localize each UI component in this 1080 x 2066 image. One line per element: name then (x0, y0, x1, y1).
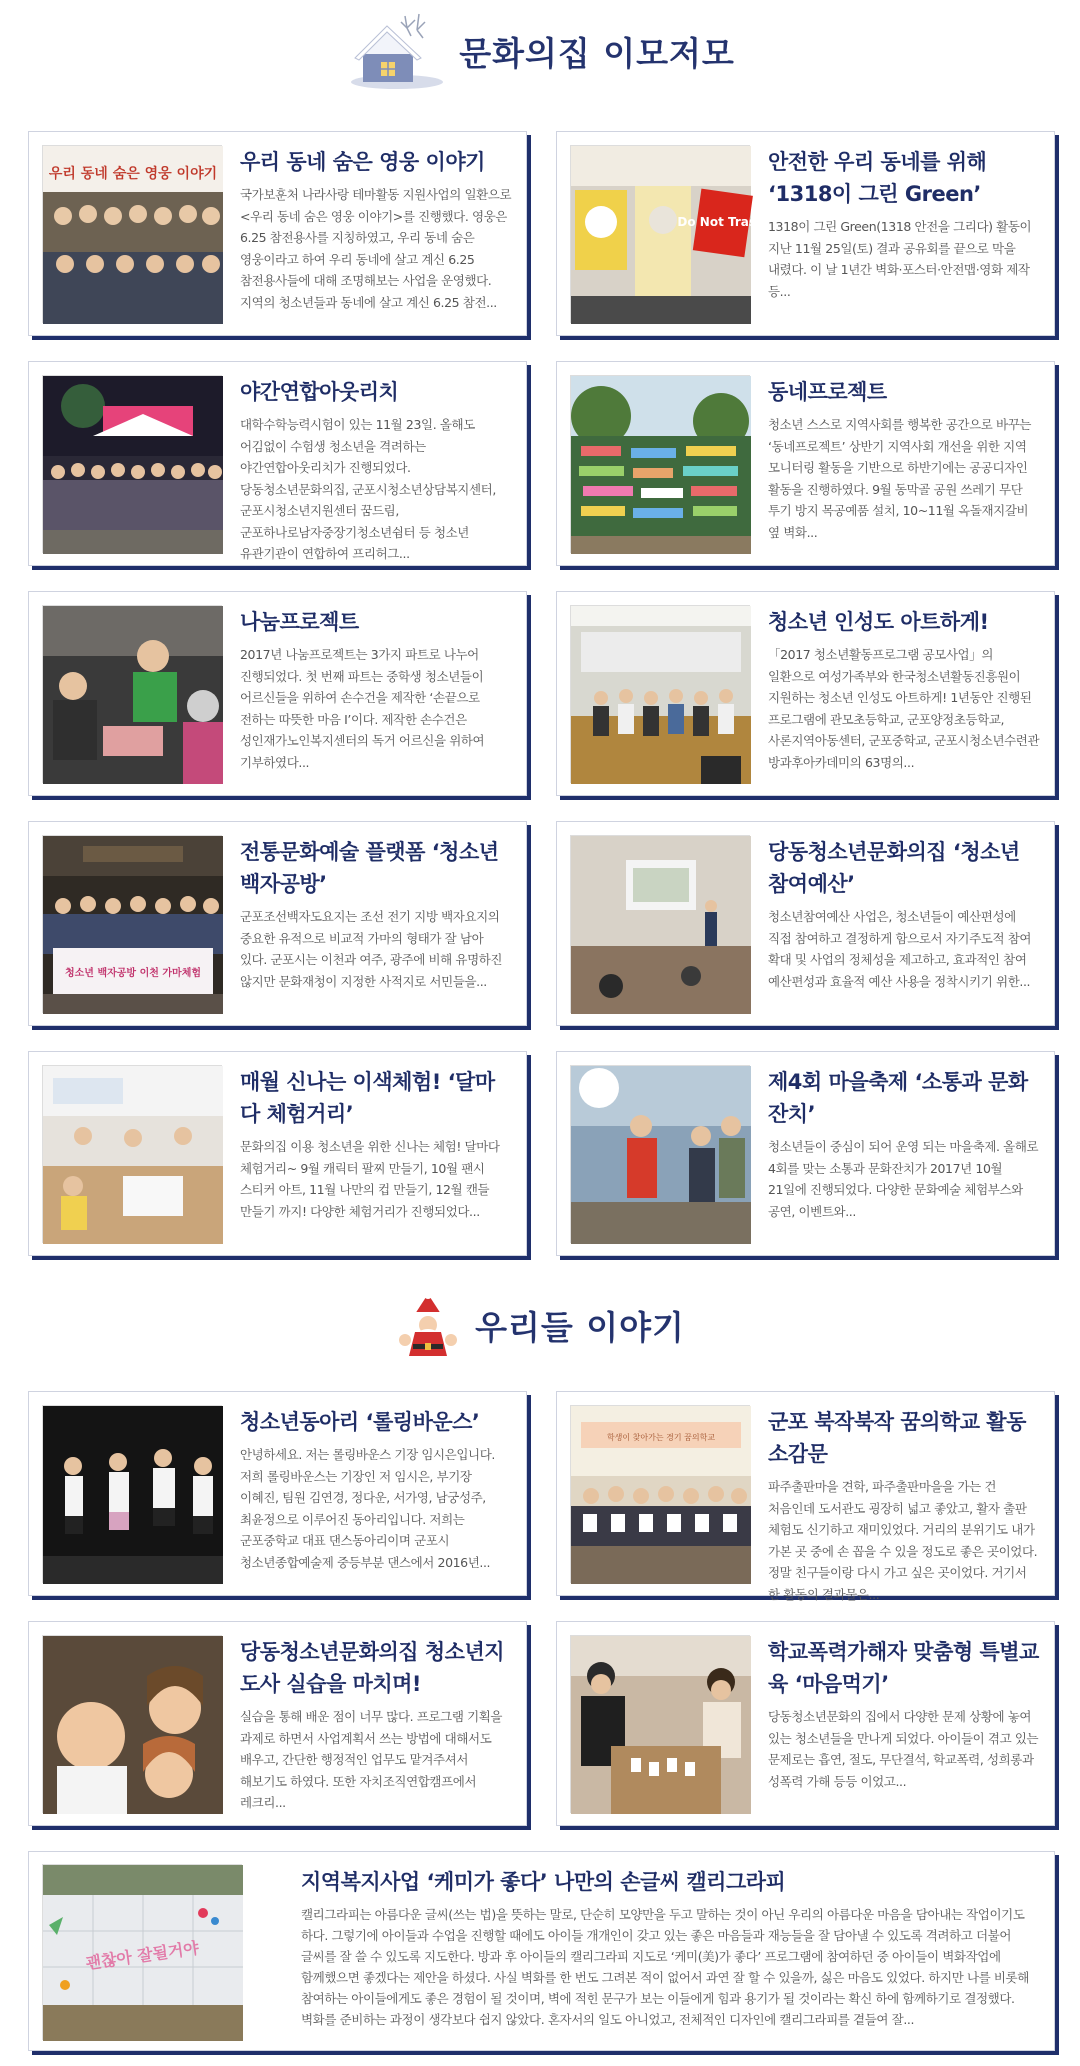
article-photo (570, 1065, 750, 1243)
snowy-house-icon (345, 12, 445, 90)
article-card[interactable] (556, 591, 1055, 796)
article-summary: 청소년들이 중심이 되어 운영 되는 마을축제. 올해로 4회를 맞는 소통과 문화잔치가 2017년 10월 21일에 진행되었다. 다양한 문화예술 체험부스와 공연, 이벤트와... (768, 1139, 1039, 1219)
article-photo (570, 605, 750, 783)
article-title[interactable]: 나눔프로젝트 (240, 610, 359, 634)
article-card[interactable] (556, 821, 1055, 1026)
article-card[interactable] (556, 1051, 1055, 1256)
section-heading: 우리들 이야기 (475, 1307, 685, 1347)
article-card[interactable] (28, 1391, 527, 1596)
article-title[interactable]: 청소년 인성도 아트하게! (768, 610, 989, 634)
article-summary: 국가보훈처 나라사랑 테마활동 지원사업의 일환으로 <우리 동네 숨은 영웅 이야기>를 진행했다. 영웅은 6.25 참전용사를 지칭하였고, 우리 동네 숨은 영웅이라고 하여 우리 동네에 살고 계신 6.25 참전용사들에 대해 조명해보는 사업을 운영했다. 지역의 청소년들과 동네에 살고 계신 6.25 참전... (240, 187, 512, 310)
article-card[interactable] (28, 1621, 527, 1826)
article-summary: 청소년 스스로 지역사회를 행복한 공간으로 바꾸는 ‘동네프로젝트’ 상반기 지역사회 개선을 위한 지역 모니터링 활동을 기반으로 하반기에는 공공디자인 활동을 진행하였다. 9월 동막골 공원 쓰레기 무단 투기 방지 목공예품 설치, 10~11월 옥돌재지갈비 옆 벽화... (768, 417, 1032, 540)
article-title[interactable]: 군포 북작북작 꿈의학교 활동소감문 (768, 1410, 1026, 1466)
article-title[interactable]: 매월 신나는 이색체험! ‘달마다 체험거리’ (240, 1070, 495, 1126)
article-card[interactable] (28, 131, 527, 336)
article-summary: 파주출판마을 견학, 파주출판마을을 가는 건 처음인데 도서관도 굉장히 넓고 좋았고, 활자 출판 체험도 신기하고 재미있었다. 거리의 분위기도 내가 가본 곳 중에 손 꼽을 수 있을 정도로 좋은 곳이었다. 정말 친구들이랑 다시 가고 싶은 곳이었다. 거기서 한 활동의 결과물은... (768, 1479, 1038, 1602)
article-summary: 당동청소년문화의 집에서 다양한 문제 상황에 놓여 있는 청소년들을 만나게 되었다. 아이들이 겪고 있는 문제로는 흡연, 절도, 무단결석, 학교폭력, 성희롱과 성폭력 가해 등등 이었고... (768, 1709, 1039, 1789)
article-card[interactable] (556, 1391, 1055, 1602)
article-summary: 「2017 청소년활동프로그램 공모사업」의 일환으로 여성가족부와 한국청소년활동진흥원이 지원하는 청소년 인성도 아트하게! 1년동안 진행된 프로그램에 관모초등학교, 군포양정초등학교, 사론지역아동센터, 군포중학교, 군포시청소년수련관 방과후아카데미의 63명의... (768, 647, 1040, 770)
article-photo (570, 375, 750, 553)
article-summary: 문화의집 이용 청소년을 위한 신나는 체험! 달마다 체험거리~ 9월 캐릭터 팔찌 만들기, 10월 팬시 스티커 아트, 11월 나만의 컵 만들기, 12월 캔들 만들기 까지! 다양한 체험거리가 진행되었다... (240, 1139, 500, 1219)
article-title[interactable]: 당동청소년문화의집 청소년지도사 실습을 마치며! (240, 1640, 505, 1696)
article-photo (570, 145, 765, 323)
santa-icon (395, 1292, 461, 1358)
article-photo (42, 1864, 242, 2040)
article-title[interactable]: 동네프로젝트 (768, 380, 887, 404)
article-photo (42, 1065, 222, 1243)
article-summary: 안녕하세요. 저는 롤링바운스 기장 임시은입니다. 저희 롤링바운스는 기장인 저 임시은, 부기장 이혜진, 팀원 김연경, 정다운, 서가영, 남궁성주, 최윤정으로 이루어진 동아리입니다. 저희는 군포중학교 대표 댄스동아리이며 군포시 청소년종합예술제 중등부분 댄스에서 2016년... (240, 1447, 495, 1570)
article-summary: 캘리그라피는 아름다운 글씨(쓰는 법)을 뜻하는 말로, 단순히 모양만을 두고 말하는 것이 아닌 우리의 아름다운 마음을 담아내는 작업이기도 하다. 그렇기에 아이들과 수업을 진행할 때에도 아이들 개개인이 갖고 있는 좋은 마음들과 재능들을 잘 담아낼 수 있도록 격려하고 더불어 글씨를 잘 쓸 수 있도록 지도한다. 방과 후 아이들의 캘리그라피 지도로 ‘케미(美)가 좋다’ 프로그램에 참여하던 중 아이들이 벽화작업에 함께했으면 좋겠다는 제안을 하셨다. 사실 벽화를 한 번도 그려본 적이 없어서 과연 잘 할 수 있을까, 싫은 마음도 있었다. 하지만 나를 비롯해 참여하는 아이들에게도 좋은 경험이 될 것이며, 벽에 적힌 문구가 보는 이들에게 힘과 용기가 될 것이라는 확신 하에 함께하기로 결정했다. 벽화를 준비하는 과정이 생각보다 쉽지 않았다. 혼자서의 일도 아니었고, 전체적인 디자인에 캘리그라피를 곁들여 잘... (301, 1907, 1029, 2027)
article-title[interactable]: 당동청소년문화의집 ‘청소년 참여예산’ (768, 840, 1020, 896)
article-photo (42, 145, 222, 323)
article-photo (42, 375, 222, 553)
article-summary: 군포조선백자도요지는 조선 전기 지방 백자요지의 중요한 유적으로 비교적 가마의 형태가 잘 남아 있다. 군포시는 이천과 여주, 광주에 비해 유명하진 않지만 문화재청이 지정한 사적지로 서민들을... (240, 909, 503, 989)
article-card[interactable] (28, 591, 527, 796)
article-summary: 청소년참여예산 사업은, 청소년들이 예산편성에 직접 참여하고 결정하게 함으로서 자기주도적 참여 확대 및 사업의 정체성을 제고하고, 효과적인 참여 예산편성과 효율적 예산 사용을 정착시키기 위한... (768, 909, 1032, 989)
banner-text: 우리 동네 숨은 영웅 이야기 (48, 166, 218, 182)
article-title[interactable]: 우리 동네 숨은 영웅 이야기 (240, 150, 485, 174)
article-card-wide[interactable] (28, 1851, 1055, 2051)
article-title[interactable]: 학교폭력가해자 맞춤형 특별교육 ‘마음먹기’ (768, 1640, 1039, 1696)
article-summary: 대학수학능력시험이 있는 11월 23일. 올해도 어김없이 수험생 청소년을 격려하는 야간연합아웃리치가 진행되었다. 당동청소년문화의집, 군포시청소년상담복지센터, 군포시청소년지원센터 꿈드림, 군포하나로남자중장기청소년쉼터 등 청소년 유관기관이 연합하여 프리허그... (240, 417, 496, 561)
article-card[interactable] (556, 1621, 1055, 1826)
mural-text: 괜찮아 잘될거야 (84, 1938, 200, 1973)
article-card[interactable] (556, 131, 1055, 336)
article-title[interactable]: 전통문화예술 플랫폼 ‘청소년 백자공방’ (240, 840, 499, 896)
banner-text: 청소년 백자공방 이천 가마체험 (64, 968, 202, 979)
article-photo (570, 1635, 750, 1813)
article-title[interactable]: 야간연합아웃리치 (240, 380, 399, 404)
section-title-2 (0, 1292, 1080, 1358)
article-card[interactable] (28, 361, 527, 566)
article-card[interactable] (28, 821, 527, 1026)
section-heading: 문화의집 이모저모 (459, 33, 735, 73)
article-photo (42, 1405, 222, 1583)
section-title-1 (0, 12, 1080, 90)
article-card[interactable] (556, 361, 1055, 566)
article-card[interactable] (28, 1051, 527, 1256)
article-summary: 2017년 나눔프로젝트는 3가지 파트로 나누어 진행되었다. 첫 번째 파트는 중학생 청소년들이 어르신들을 위하여 손수건을 제작한 ‘손끝으로 전하는 따뜻한 마음 Ⅰ’이다. 제작한 손수건은 성인재가노인복지센터의 독거 어르신을 위하여 기부하였다... (240, 647, 485, 770)
article-title[interactable]: 안전한 우리 동네를 위해 ‘1318이 그린 Green’ (768, 150, 987, 206)
article-title[interactable]: 청소년동아리 ‘롤링바운스’ (240, 1410, 480, 1434)
article-title[interactable]: 지역복지사업 ‘케미가 좋다’ 나만의 손글씨 캘리그라피 (301, 1870, 786, 1894)
article-summary: 실습을 통해 배운 점이 너무 많다. 프로그램 기획을 과제로 하면서 사업계획서 쓰는 방법에 대해서도 배우고, 간단한 행정적인 업무도 맡겨주셔서 해보기도 하였다. 또한 자치조직연합캠프에서 레크리... (240, 1709, 503, 1810)
article-title[interactable]: 제4회 마을축제 ‘소통과 문화잔치’ (768, 1070, 1028, 1126)
article-photo (42, 835, 222, 1013)
article-photo (570, 1405, 750, 1583)
sign-text: Do Not Trash (677, 215, 765, 229)
article-photo (42, 605, 222, 783)
banner-text: 학생이 찾아가는 경기 꿈의학교 (606, 1433, 716, 1442)
article-summary: 1318이 그린 Green(1318 안전을 그리다) 활동이 지난 11월 25일(토) 결과 공유회를 끝으로 막을 내렸다. 이 날 1년간 벽화·포스터·안전맵·영화 제작 등... (768, 219, 1032, 299)
article-photo (42, 1635, 222, 1813)
article-photo (570, 835, 750, 1013)
